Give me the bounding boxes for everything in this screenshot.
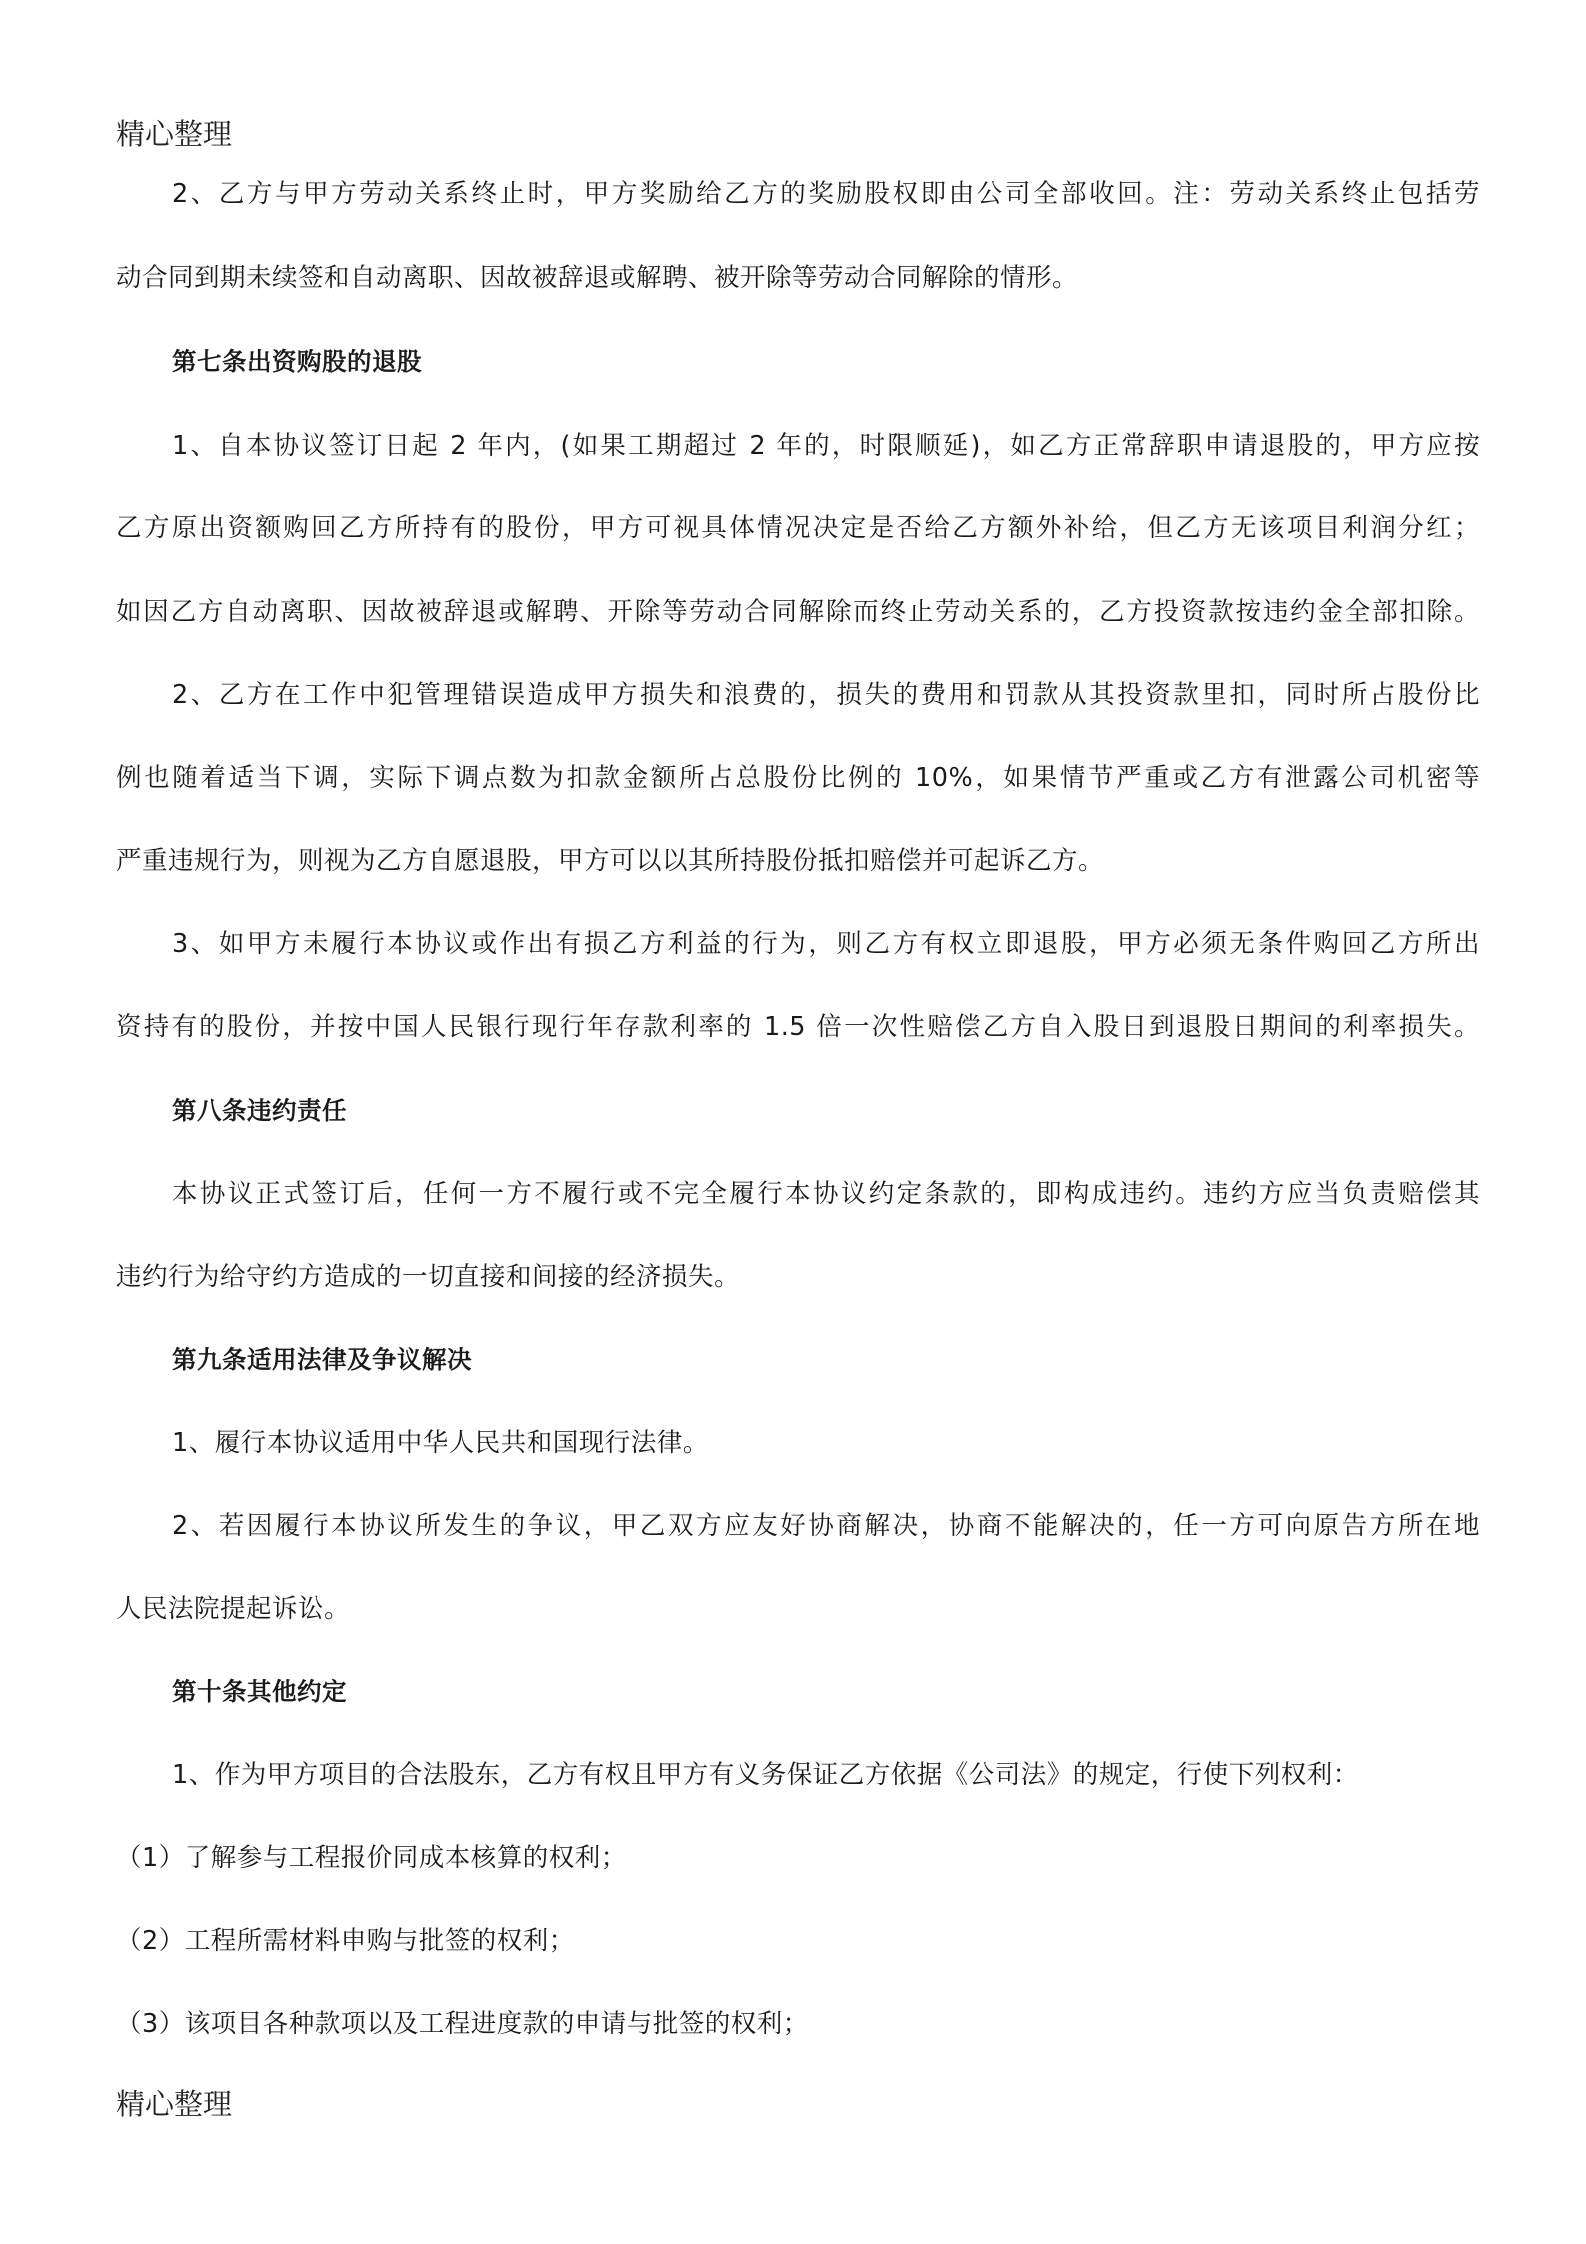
section-heading: 第九条适用法律及争议解决 (172, 1345, 472, 1374)
paragraph-line: 如因乙方自动离职、因故被辞退或解聘、开除等劳动合同解除而终止劳动关系的，乙方投资款按违约金全部扣除。 (116, 597, 1480, 627)
paragraph-line: 人民法院提起诉讼。 (116, 1594, 351, 1624)
paragraph-line: 1、作为甲方项目的合法股东，乙方有权且甲方有义务保证乙方依据《公司法》的规定，行使下列权利： (172, 1760, 1359, 1790)
paragraph-line: 2、乙方与甲方劳动关系终止时，甲方奖励给乙方的奖励股权即由公司全部收回。注：劳动关系终止包括劳 (172, 179, 1480, 209)
paragraph-line: 乙方原出资额购回乙方所持有的股份，甲方可视具体情况决定是否给乙方额外补给，但乙方无该项目利润分红； (116, 513, 1480, 543)
page-header-marker: 精心整理 (116, 117, 233, 151)
section-heading: 第七条出资购股的退股 (172, 347, 422, 376)
paragraph-line: 动合同到期未续签和自动离职、因故被辞退或解聘、被开除等劳动合同解除的情形。 (116, 263, 1079, 293)
section-heading: 第十条其他约定 (172, 1677, 347, 1706)
paragraph-line: 2、乙方在工作中犯管理错误造成甲方损失和浪费的，损失的费用和罚款从其投资款里扣，同时所占股份比 (172, 680, 1480, 710)
list-item: （2）工程所需材料申购与批签的权利； (116, 1926, 575, 1956)
list-item: （1）了解参与工程报价同成本核算的权利； (116, 1843, 627, 1873)
paragraph-line: 例也随着适当下调，实际下调点数为扣款金额所占总股份比例的 10%，如果情节严重或乙方有泄露公司机密等 (116, 763, 1480, 793)
paragraph-line: 1、自本协议签订日起 2 年内，(如果工期超过 2 年的，时限顺延)，如乙方正常辞职申请退股的，甲方应按 (172, 431, 1480, 461)
paragraph-line: 3、如甲方未履行本协议或作出有损乙方利益的行为，则乙方有权立即退股，甲方必须无条件购回乙方所出 (172, 929, 1480, 959)
page-footer-marker: 精心整理 (116, 2087, 233, 2121)
paragraph-line: 资持有的股份，并按中国人民银行现行年存款利率的 1.5 倍一次性赔偿乙方自入股日到退股日期间的利率损失。 (116, 1012, 1480, 1042)
paragraph-line: 违约行为给守约方造成的一切直接和间接的经济损失。 (116, 1262, 741, 1292)
list-item: （3）该项目各种款项以及工程进度款的申请与批签的权利； (116, 2009, 809, 2039)
section-heading: 第八条违约责任 (172, 1096, 347, 1125)
paragraph-line: 严重违规行为，则视为乙方自愿退股，甲方可以以其所持股份抵扣赔偿并可起诉乙方。 (116, 846, 1105, 876)
paragraph-line: 1、履行本协议适用中华人民共和国现行法律。 (172, 1428, 709, 1458)
paragraph-line: 2、若因履行本协议所发生的争议，甲乙双方应友好协商解决，协商不能解决的，任一方可向原告方所在地 (172, 1511, 1480, 1541)
paragraph-line: 本协议正式签订后，任何一方不履行或不完全履行本协议约定条款的，即构成违约。违约方应当负责赔偿其 (172, 1179, 1480, 1209)
